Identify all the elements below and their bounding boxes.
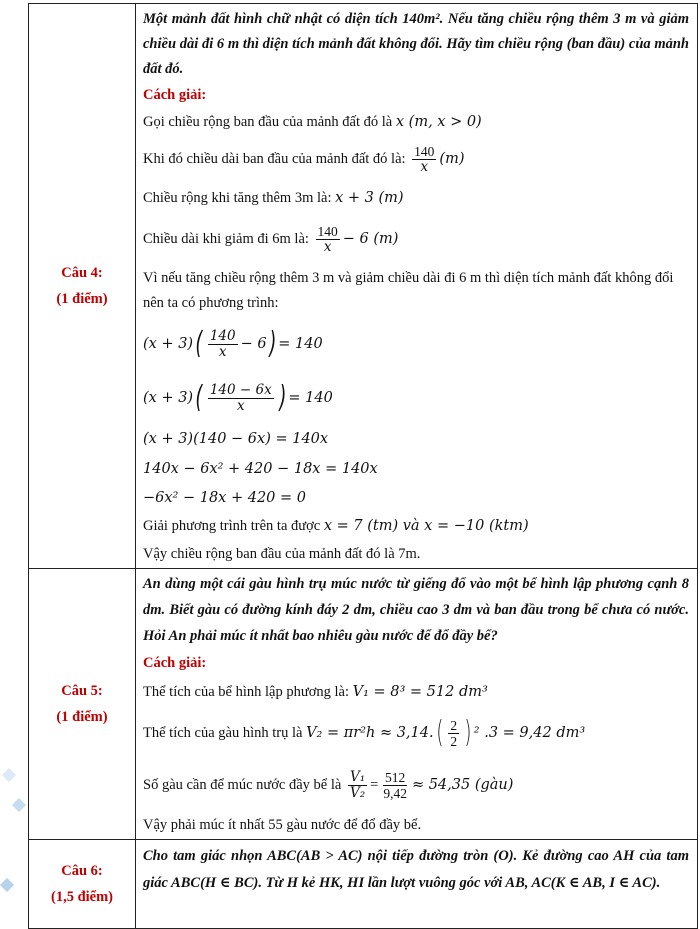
question-label-cell: [29, 569, 136, 840]
step-text: Giải phương trình trên ta được: [143, 517, 321, 534]
fraction: $\frac{140}{x}$: [414, 143, 435, 175]
fraction: $\frac{140 - 6x}{x}$: [209, 381, 272, 414]
step-text: Số gàu cần để múc nước đầy bể là: [143, 776, 342, 793]
solution-heading: Cách giải:: [143, 655, 207, 671]
answer-table: [28, 3, 698, 929]
question-points: (1,5 điểm): [50, 889, 113, 905]
question-row-6: [29, 840, 698, 929]
step-text: Chiều rộng khi tăng thêm 3m là:: [143, 189, 332, 206]
decor-diamond: [12, 798, 26, 812]
step-text: Vì nếu tăng chiều rộng thêm 3 m và giảm chiều dài đi 6 m thì diện tích mảnh đất không đổi nên ta có phương trình:: [143, 270, 674, 311]
step-math: − 6 (m): [342, 231, 399, 247]
equation: (x + 3) ( $\frac{140}{x}$ − 6 ) = 140: [143, 326, 323, 361]
solution-step: [143, 136, 689, 182]
question-number: Câu 4:: [61, 265, 103, 281]
question-prompt: Cho tam giác nhọn ABC(AB > AC) nội tiếp đường tròn (O). Kẻ đường cao AH của tam giác ABC(H ∈ BC). Từ H kẻ HK, HI lần lượt vuông góc với AB, AC(K ∈ AB, I ∈ AC).: [143, 848, 689, 891]
fraction: $\frac{2}{2}$: [450, 717, 458, 749]
step-text: Thể tích của bể hình lập phương là:: [143, 683, 349, 700]
question-label-cell: [29, 840, 136, 929]
question-number: Câu 5:: [61, 683, 103, 699]
question-row-4: [29, 4, 698, 569]
solution-step: [143, 677, 689, 707]
solution-cell: [136, 569, 698, 840]
step-text: Thể tích của gàu hình trụ là: [143, 724, 303, 741]
question-prompt: An dùng một cái gàu hình trụ múc nước từ giếng đổ vào một bể hình lập phương cạnh 8 dm. Biết gàu có đường kính đáy 2 dm, chiều cao 3 dm và ban đầu trong bể chưa có nước. Hỏi An phải múc ít nhất bao nhiêu gàu nước để đổ đầy bể?: [143, 576, 689, 644]
equation: (x + 3) ( $\frac{140 - 6x}{x}$ ) = 140: [143, 380, 333, 415]
equation: −6x² − 18x + 420 = 0: [143, 490, 306, 506]
question-label-cell: [29, 4, 136, 569]
solution-step: [143, 512, 689, 540]
solution-step: [143, 108, 689, 136]
fraction: $\frac{512}{9,42}$: [383, 769, 407, 801]
equation: 140x − 6x² + 420 − 18x = 140x: [143, 461, 378, 477]
solution-cell: [136, 840, 698, 929]
step-math: x (m, x > 0): [395, 114, 482, 130]
question-row-5: [29, 569, 698, 840]
fraction: $\frac{\text{V₁}}{\text{V₂}}$: [349, 768, 366, 801]
question-prompt: Một mảnh đất hình chữ nhật có diện tích 140m². Nếu tăng chiều rộng thêm 3 m và giảm chiều dài đi 6 m thì diện tích mảnh đất không đổi. Hãy tìm chiều rộng (ban đầu) của mảnh đất đó.: [143, 11, 689, 77]
solution-step: Số gàu cần để múc nước đầy bể là $\frac{\text{V₁}}{\text{V₂}}$ = $\frac{512}{9,42}$ ≈ 54,35 (gàu): [143, 768, 514, 801]
step-math: ² .3 = 9,42 dm³: [473, 725, 586, 741]
conclusion: Vậy chiều rộng ban đầu của mảnh đất đó là 7m.: [143, 545, 421, 562]
decor-diamond: [0, 878, 14, 892]
conclusion: Vậy phải múc ít nhất 55 gàu nước để đổ đầy bể.: [143, 816, 422, 833]
solution-cell: [136, 4, 698, 569]
answer-sheet: [28, 3, 698, 903]
step-text: Gọi chiều rộng ban đầu của mảnh đất đó là: [143, 113, 393, 130]
step-math: V₁ = 8³ = 512 dm³: [352, 684, 488, 700]
fraction: $\frac{140}{x}$: [317, 223, 338, 255]
solution-step: [143, 182, 689, 214]
step-math: x = 7 (tm) và x = −10 (ktm): [323, 518, 529, 534]
question-points: (1 điểm): [56, 709, 108, 725]
solution-heading: Cách giải:: [143, 87, 207, 103]
step-text: Khi đó chiều dài ban đầu của mảnh đất đó là:: [143, 150, 406, 167]
step-math: V₂ = πr²h ≈ 3,14.: [306, 725, 434, 741]
step-math: x + 3 (m): [335, 190, 404, 206]
fraction: $\frac{140}{x}$: [209, 327, 236, 360]
question-points: (1 điểm): [56, 291, 108, 307]
step-text: Chiều dài khi giảm đi 6m là:: [143, 230, 309, 247]
solution-step: [143, 214, 689, 264]
decor-diamond: [2, 768, 16, 782]
step-math: (m): [439, 151, 465, 167]
step-math: ≈ 54,35 (gàu): [411, 777, 514, 793]
equation: (x + 3)(140 − 6x) = 140x: [143, 431, 329, 447]
solution-step: Thể tích của gàu hình trụ là V₂ = πr²h ≈ 3,14. ( $\frac{2}{2}$ ) ² .3 = 9,42 dm³: [143, 715, 586, 750]
question-number: Câu 6:: [61, 863, 103, 879]
